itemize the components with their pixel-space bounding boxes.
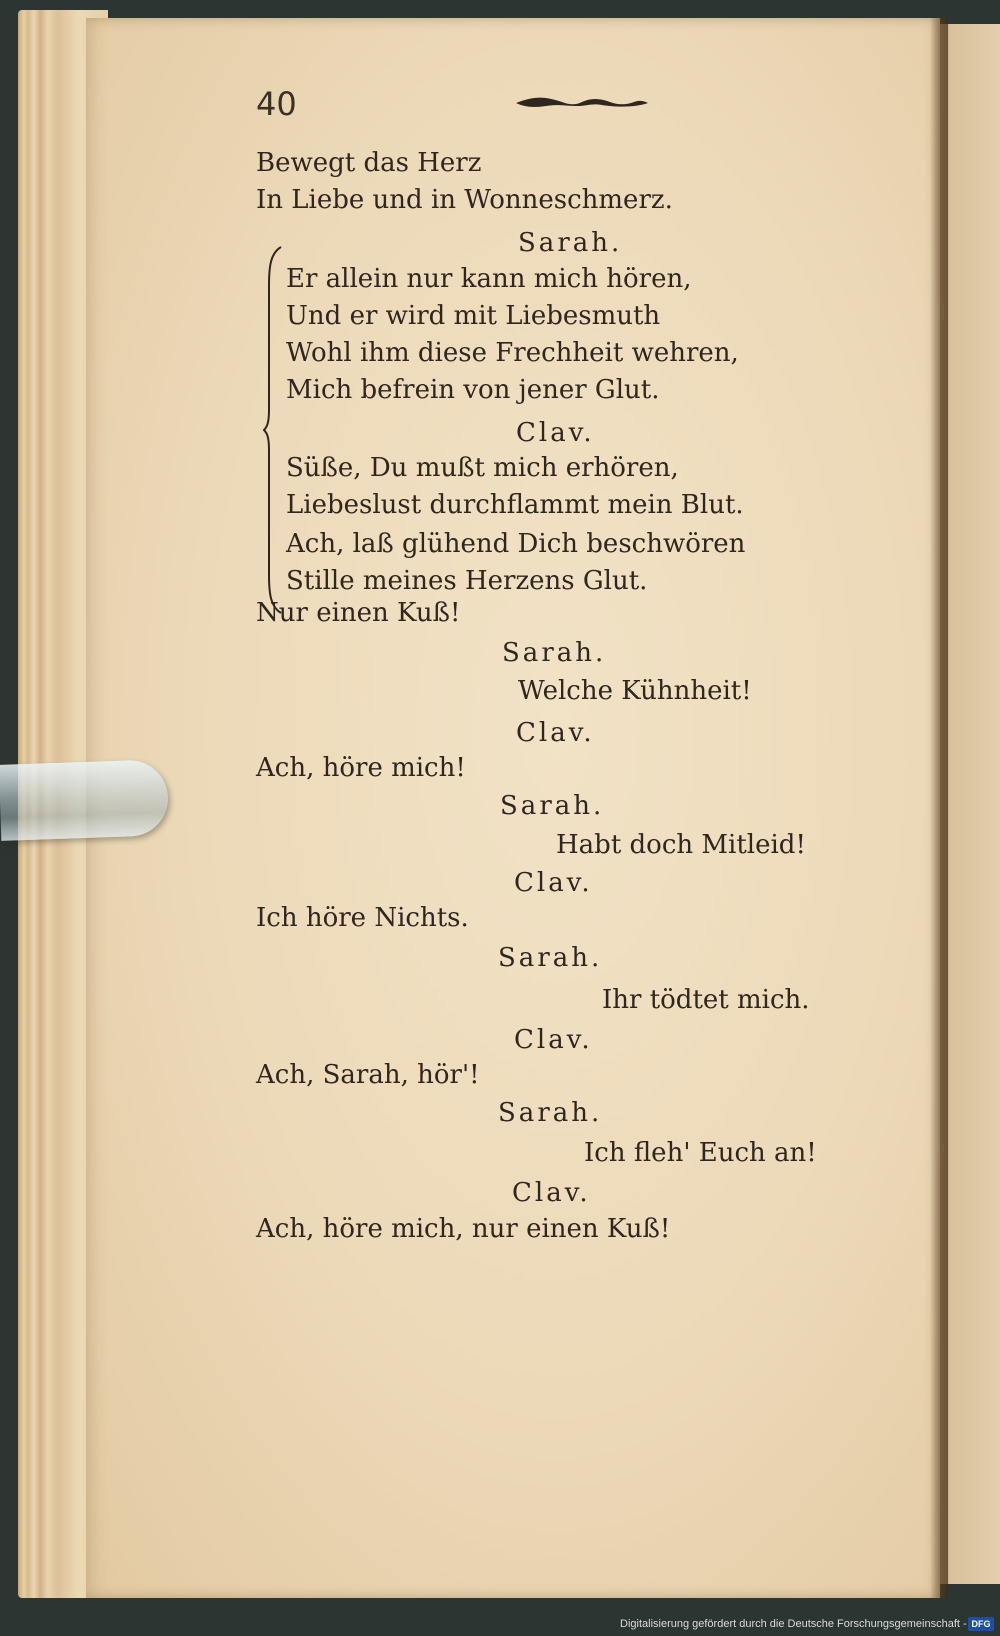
verse-line: Mich befrein von jener Glut.: [286, 375, 660, 405]
speaker-name: Sarah.: [502, 638, 607, 668]
facing-page-edge: [940, 24, 1000, 1584]
verse-line: Nur einen Kuß!: [256, 598, 461, 628]
verse-line: In Liebe und in Wonneschmerz.: [256, 185, 673, 215]
verse-line: Habt doch Mitleid!: [556, 830, 806, 860]
verse-line: Ich fleh' Euch an!: [584, 1138, 817, 1168]
digitization-credit: Digitalisierung gefördert durch die Deutsche Forschungsgemeinschaft -: [620, 1618, 967, 1630]
verse-line: Und er wird mit Liebesmuth: [286, 301, 661, 331]
gutter-shadow: [930, 18, 948, 1598]
speaker-name: Clav.: [516, 418, 595, 448]
dfg-logo: DFG: [968, 1617, 994, 1631]
verse-line: Ach, höre mich!: [256, 753, 466, 783]
verse-line: Liebeslust durchflammt mein Blut.: [286, 490, 744, 520]
brace-bracket: [263, 245, 285, 615]
verse-line: Ihr tödtet mich.: [602, 985, 810, 1015]
page-number: 40: [256, 85, 297, 123]
verse-line: Süße, Du mußt mich erhören,: [286, 453, 679, 483]
verse-line: Ach, Sarah, hör'!: [256, 1060, 480, 1090]
glass-page-weight: [0, 759, 169, 841]
speaker-name: Clav.: [512, 1178, 591, 1208]
speaker-name: Sarah.: [498, 943, 603, 973]
speaker-name: Sarah.: [518, 228, 623, 258]
verse-line: Wohl ihm diese Frechheit wehren,: [286, 338, 739, 368]
speaker-name: Clav.: [516, 718, 595, 748]
verse-line: Er allein nur kann mich hören,: [286, 264, 692, 294]
speaker-name: Clav.: [514, 1025, 593, 1055]
verse-line: Welche Kühnheit!: [518, 676, 752, 706]
verse-line: Bewegt das Herz: [256, 148, 482, 178]
ornament-rule: [514, 92, 650, 114]
verse-line: Ach, höre mich, nur einen Kuß!: [256, 1214, 671, 1244]
verse-line: Ach, laß glühend Dich beschwören: [286, 529, 746, 559]
speaker-name: Sarah.: [500, 791, 605, 821]
speaker-name: Sarah.: [498, 1098, 603, 1128]
verse-line: Ich höre Nichts.: [256, 903, 469, 933]
speaker-name: Clav.: [514, 868, 593, 898]
verse-line: Stille meines Herzens Glut.: [286, 566, 648, 596]
